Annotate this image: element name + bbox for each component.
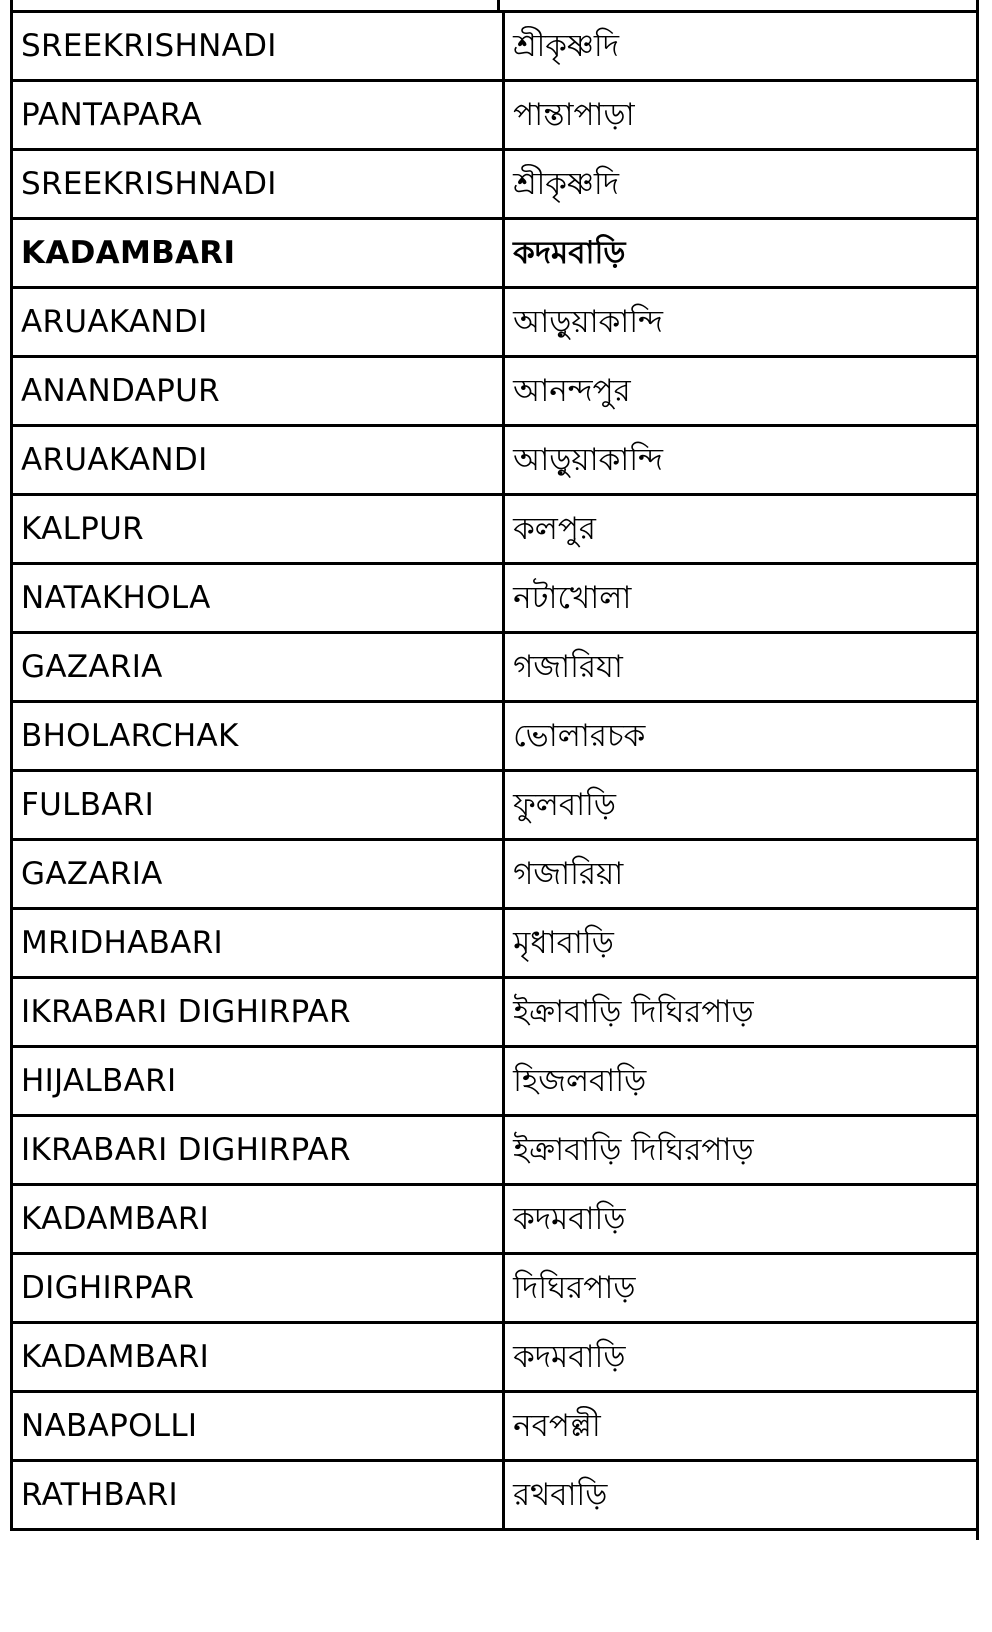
bengali-place-name: কদমবাড়ি <box>504 219 978 288</box>
table-row <box>12 771 979 840</box>
bengali-place-name: শ্রীকৃষ্ণদি <box>504 12 978 81</box>
english-place-name: KADAMBARI <box>12 1323 504 1392</box>
english-place-name: DIGHIRPAR <box>12 1254 504 1323</box>
bengali-place-name: আড়ুয়াকান্দি <box>504 288 978 357</box>
english-place-name: HIJALBARI <box>12 1047 504 1116</box>
bengali-place-name: ইক্রাবাড়ি দিঘিরপাড় <box>504 978 978 1047</box>
english-place-name: FULBARI <box>12 771 504 840</box>
table-top-stub <box>10 0 978 10</box>
bengali-place-name: মৃধাবাড়ি <box>504 909 978 978</box>
table-row <box>12 978 979 1047</box>
table-row <box>12 1254 979 1323</box>
bengali-place-name: দিঘিরপাড় <box>504 1254 978 1323</box>
bengali-place-name: শ্রীকৃষ্ণদি <box>504 150 978 219</box>
table-row <box>12 1185 979 1254</box>
english-place-name: KADAMBARI <box>12 219 504 288</box>
table-row <box>12 633 979 702</box>
english-place-name: MRIDHABARI <box>12 909 504 978</box>
bengali-place-name: গজারিযা <box>504 633 978 702</box>
english-place-name: ARUAKANDI <box>12 288 504 357</box>
table-body <box>12 12 979 1530</box>
table-row <box>12 150 979 219</box>
bengali-place-name: নবপল্লী <box>504 1392 978 1461</box>
bengali-place-name: কদমবাড়ি <box>504 1185 978 1254</box>
english-place-name: ARUAKANDI <box>12 426 504 495</box>
column-divider-stub <box>497 0 500 10</box>
table-row <box>12 564 979 633</box>
bengali-place-name: ভোলারচক <box>504 702 978 771</box>
table-row <box>12 1116 979 1185</box>
table-row <box>12 1047 979 1116</box>
bengali-place-name: নটাখোলা <box>504 564 978 633</box>
table-row <box>12 288 979 357</box>
table-row <box>12 81 979 150</box>
english-place-name: GAZARIA <box>12 840 504 909</box>
english-place-name: PANTAPARA <box>12 81 504 150</box>
bengali-place-name: ফুলবাড়ি <box>504 771 978 840</box>
bengali-place-name: রথবাড়ি <box>504 1461 978 1530</box>
table-row <box>12 909 979 978</box>
table-row <box>12 357 979 426</box>
table-row <box>12 12 979 81</box>
english-place-name: IKRABARI DIGHIRPAR <box>12 978 504 1047</box>
table-row <box>12 702 979 771</box>
english-place-name: NATAKHOLA <box>12 564 504 633</box>
english-place-name: KALPUR <box>12 495 504 564</box>
bengali-place-name: পান্তাপাড়া <box>504 81 978 150</box>
english-place-name: KADAMBARI <box>12 1185 504 1254</box>
place-name-table <box>10 10 978 1531</box>
table-row <box>12 1392 979 1461</box>
table-row <box>12 1323 979 1392</box>
english-place-name: ANANDAPUR <box>12 357 504 426</box>
english-place-name: RATHBARI <box>12 1461 504 1530</box>
english-place-name: GAZARIA <box>12 633 504 702</box>
table-row <box>12 840 979 909</box>
english-place-name: IKRABARI DIGHIRPAR <box>12 1116 504 1185</box>
english-place-name: SREEKRISHNADI <box>12 150 504 219</box>
english-place-name: SREEKRISHNADI <box>12 12 504 81</box>
english-place-name: NABAPOLLI <box>12 1392 504 1461</box>
english-place-name: BHOLARCHAK <box>12 702 504 771</box>
table-row <box>12 426 979 495</box>
bengali-place-name: আনন্দপুর <box>504 357 978 426</box>
bengali-place-name: গজারিয়া <box>504 840 978 909</box>
bengali-place-name: ইক্রাবাড়ি দিঘিরপাড় <box>504 1116 978 1185</box>
bengali-place-name: কদমবাড়ি <box>504 1323 978 1392</box>
table-right-border <box>976 0 979 1540</box>
bengali-place-name: হিজলবাড়ি <box>504 1047 978 1116</box>
table-row <box>12 219 979 288</box>
bengali-place-name: আড়ুয়াকান্দি <box>504 426 978 495</box>
bengali-place-name: কলপুর <box>504 495 978 564</box>
table-row <box>12 1461 979 1530</box>
table-row <box>12 495 979 564</box>
